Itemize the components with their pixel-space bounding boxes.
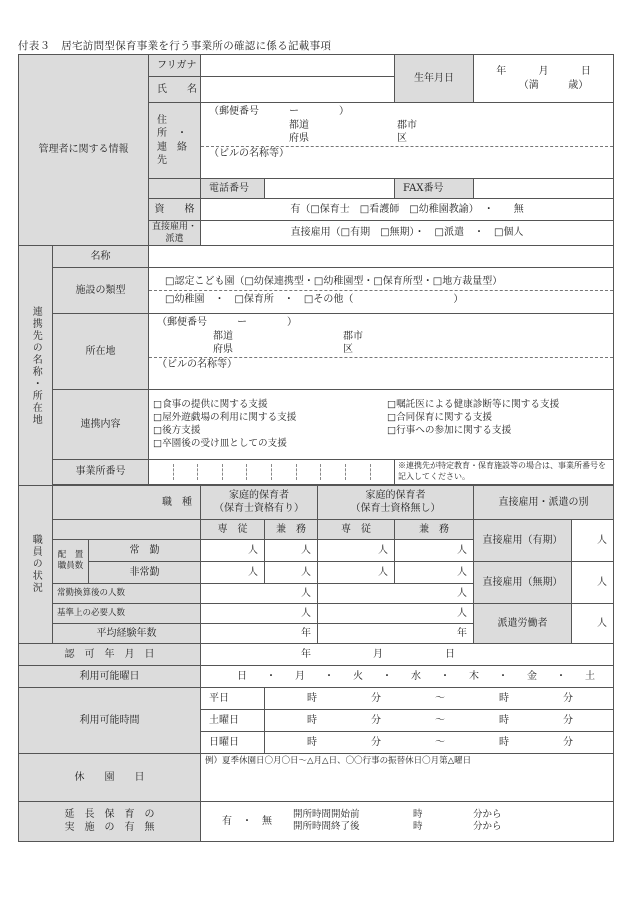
available-hours-label: 利用可能時間 — [19, 687, 201, 753]
parttime-q-senju[interactable]: 人 — [201, 561, 265, 583]
name-field[interactable] — [201, 77, 395, 103]
emp-haken-label: 派遣労働者 — [474, 603, 572, 643]
fulltime-q-senju[interactable]: 人 — [201, 539, 265, 561]
required-unqualified[interactable]: 人 — [318, 603, 474, 623]
header-qualified: 家庭的保育者 （保育士資格有り） — [201, 485, 318, 519]
emp-muki-field[interactable]: 人 — [572, 561, 614, 603]
fte-label: 常勤換算後の人数 — [53, 583, 201, 603]
partner-content-options[interactable]: □食事の提供に関する支援 □嘱託医による健康診断等に関する支援 □屋外遊戯場の利用に関する支援 □合同保育に関する支援 □後方支援 □行事への参加に関する支援 □卒園後の受け皿としての支援 — [149, 390, 614, 460]
address-field[interactable]: （郵便番号 ー ） 都道 府県 郡市 区 （ビルの名称等） — [201, 103, 614, 179]
employment-options[interactable]: 直接雇用（□有期 □無期）・ □派遣 ・ □個人 — [201, 221, 614, 246]
office-number-label: 事業所番号 — [53, 460, 149, 485]
extended-care-label: 延 長 保 育 の 実 施 の 有 無 — [19, 801, 201, 841]
senju-label-2: 専 従 — [318, 519, 395, 539]
saturday-label: 土曜日 — [201, 709, 265, 731]
required-qualified[interactable]: 人 — [201, 603, 318, 623]
tel-label: 電話番号 — [201, 179, 265, 199]
parttime-nq-kenmu[interactable]: 人 — [395, 561, 474, 583]
furigana-field[interactable] — [201, 55, 395, 77]
emp-haken-field[interactable]: 人 — [572, 603, 614, 643]
partner-location-label: 所在地 — [53, 314, 149, 390]
fax-field[interactable] — [474, 179, 614, 199]
birthdate-label: 生年月日 — [395, 55, 474, 103]
fte-unqualified[interactable]: 人 — [318, 583, 474, 603]
day-separator: ・ — [382, 670, 393, 682]
facility-type-options[interactable]: □認定こども園（□幼保連携型・□幼稚園型・□保育所型・□地方裁量型） □幼稚園 ・ □保育所 ・ □その他（ ） — [149, 268, 614, 314]
name-label: 氏 名 — [149, 77, 201, 103]
document-title: 付表３ 居宅訪問型保育事業を行う事業所の確認に係る記載事項 — [18, 40, 332, 52]
fax-label: FAX番号 — [395, 179, 474, 199]
sunday-hours[interactable]: 時 分 ～ 時 分 — [265, 731, 614, 753]
emp-muki-label: 直接雇用（無期） — [474, 561, 572, 603]
day-separator: ・ — [266, 670, 277, 682]
fulltime-label: 常 勤 — [89, 539, 201, 561]
day-option[interactable]: 土 — [585, 670, 596, 682]
day-option[interactable]: 金 — [527, 670, 538, 682]
partner-location-field[interactable]: （郵便番号 ー ） 都道 府県 郡市 区 （ビルの名称等） — [149, 314, 614, 390]
partner-name-label: 名称 — [53, 246, 149, 268]
day-separator: ・ — [498, 670, 509, 682]
day-option[interactable]: 火 — [353, 670, 364, 682]
weekday-label: 平日 — [201, 687, 265, 709]
fulltime-nq-kenmu[interactable]: 人 — [395, 539, 474, 561]
weekday-hours[interactable]: 時 分 ～ 時 分 — [265, 687, 614, 709]
employment-label: 直接雇用・派遣 — [149, 221, 201, 246]
day-option[interactable]: 日 — [237, 670, 248, 682]
manager-section-label: 管理者に関する情報 — [19, 55, 149, 246]
experience-label: 平均経験年数 — [53, 623, 201, 643]
fte-qualified[interactable]: 人 — [201, 583, 318, 603]
kenmu-label-2: 兼 務 — [395, 519, 474, 539]
job-type-label: 職 種 — [53, 485, 201, 519]
confirmation-form — [18, 54, 614, 842]
header-unqualified: 家庭的保育者 （保育士資格無し） — [318, 485, 474, 519]
fulltime-nq-senju[interactable]: 人 — [318, 539, 395, 561]
holiday-field[interactable]: 例）夏季休園日〇月〇日～△月△日、〇〇行事の振替休日〇月第△曜日 — [201, 753, 614, 801]
furigana-label: フリガナ — [149, 55, 201, 77]
experience-qualified[interactable]: 年 — [201, 623, 318, 643]
partner-section-label: 連携先の名称・所在地 — [19, 246, 53, 486]
saturday-hours[interactable]: 時 分 ～ 時 分 — [265, 709, 614, 731]
day-option[interactable]: 水 — [411, 670, 422, 682]
parttime-q-kenmu[interactable]: 人 — [265, 561, 318, 583]
day-option[interactable]: 月 — [295, 670, 306, 682]
required-label: 基準上の必要人数 — [53, 603, 201, 623]
office-number-note: ※連携先が特定教育・保育施設等の場合は、事業所番号を記入してください。 — [395, 460, 614, 485]
approval-date-field[interactable]: 年 月 日 — [201, 643, 614, 665]
day-separator: ・ — [440, 670, 451, 682]
day-separator: ・ — [556, 670, 567, 682]
approval-date-label: 認 可 年 月 日 — [19, 643, 201, 665]
header-employment-type: 直接雇用・派遣の別 — [474, 485, 614, 519]
partner-name-field[interactable] — [149, 246, 614, 268]
emp-yuki-field[interactable]: 人 — [572, 519, 614, 561]
senju-label-1: 専 従 — [201, 519, 265, 539]
parttime-label: 非常勤 — [89, 561, 201, 583]
address-label: 住 所 ・ 連 絡 先 — [149, 103, 201, 179]
birthdate-field[interactable]: 年 月 日 （満 歳） — [474, 55, 614, 103]
partner-content-label: 連携内容 — [53, 390, 149, 460]
sunday-label: 日曜日 — [201, 731, 265, 753]
office-number-field[interactable] — [149, 460, 395, 485]
available-days-field[interactable] — [201, 665, 614, 687]
experience-unqualified[interactable]: 年 — [318, 623, 474, 643]
extended-care-field[interactable]: 有 ・ 無 開所時間開始前 時 分から 開所時間終了後 時 分から — [201, 801, 614, 841]
fulltime-q-kenmu[interactable]: 人 — [265, 539, 318, 561]
staff-section-label: 職員の状況 — [19, 485, 53, 643]
holiday-label: 休 園 日 — [19, 753, 201, 801]
emp-yuki-label: 直接雇用（有期） — [474, 519, 572, 561]
facility-type-label: 施設の類型 — [53, 268, 149, 314]
qualification-options[interactable]: 有（□保育士 □看護師 □幼稚園教諭） ・ 無 — [201, 199, 614, 221]
day-separator: ・ — [324, 670, 335, 682]
qualification-label: 資 格 — [149, 199, 201, 221]
kenmu-label-1: 兼 務 — [265, 519, 318, 539]
tel-field[interactable] — [265, 179, 395, 199]
day-option[interactable]: 木 — [469, 670, 480, 682]
available-days-label: 利用可能曜日 — [19, 665, 201, 687]
parttime-nq-senju[interactable]: 人 — [318, 561, 395, 583]
placement-label: 配 置 職員数 — [53, 539, 89, 583]
